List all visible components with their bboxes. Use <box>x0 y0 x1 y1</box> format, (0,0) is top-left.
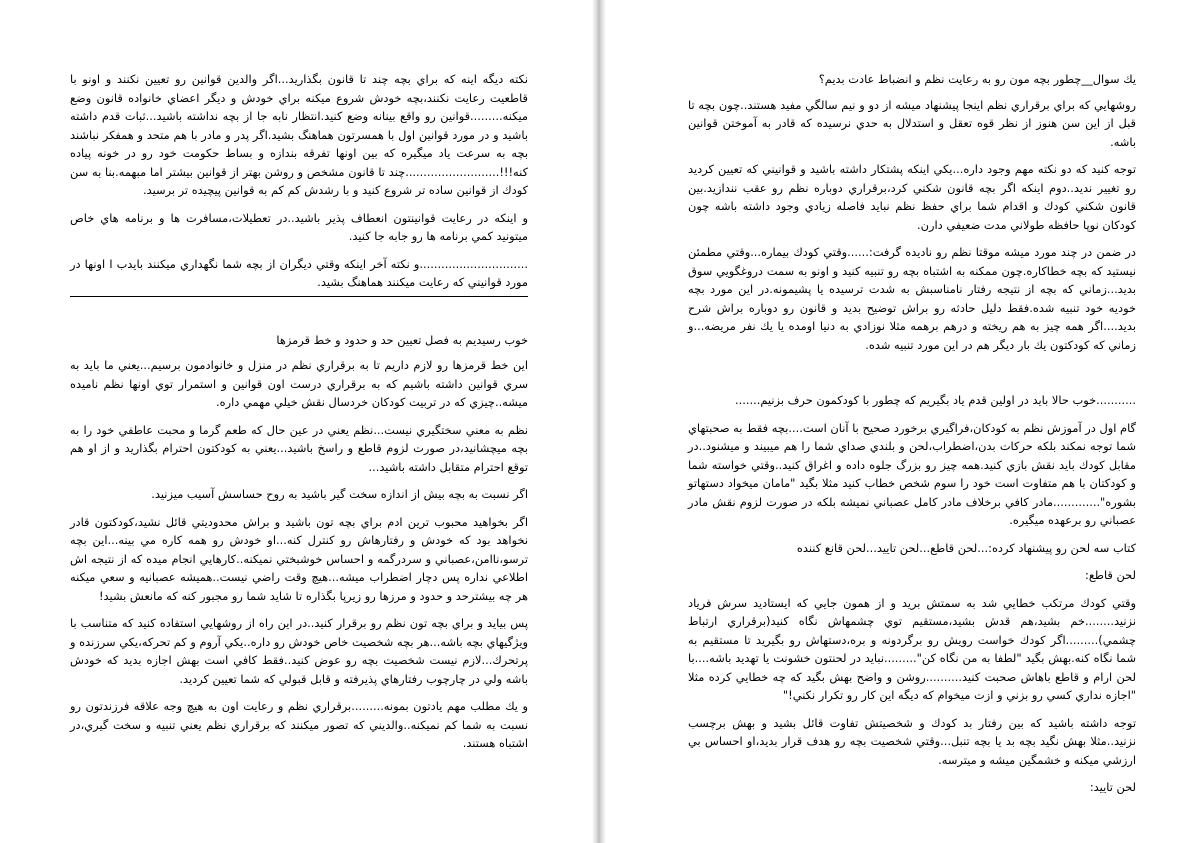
paragraph: توجه داشته باشيد كه بين رفتار بد كودك و شخصيتش تفاوت قائل بشيد و بهش برچسب نزنيد..مثلا بهش نگيد بچه بد يا بچه تنبل...وقتي شخصيت بچه رو هدف قرار بديد،او احساس بي ارزشي ميكنه و خشمگين ميشه و ميترسه. <box>688 715 1136 767</box>
paragraph: نكته ديگه اينه كه براي بچه چند تا قانون بگذاريد...اگر والدين قوانين رو تعيين نكنند و اونو با قاطعيت رعايت نكنند،بچه خودش شروع ميكنه براي خودش و ديگر اعضاي خانواده قانون وضع ميكنه.........قوانين رو واقع بينانه وضع كنيد.انتظار نابه جا از بچه نداشته باشيد...ثبات قدم داشته باشيد و در مورد قوانين اول با همسرتون هماهنگ بشيد.اگر پدر و مادر با هم متحد و همفكر نباشند بچه به سرعت ياد ميگيره كه بين اونها تفرقه بندازه و بساط حكومت خود رو در خونه پياده كنه!!!..........................چند تا قانون مشخص و روشن بهتر از قوانين بيشتر اما مبهمه.بنا به سن كودك از قوانين ساده تر شروع كنيد و با رشدش كم كم به قوانين پيچيده تر برسيد. <box>70 72 528 197</box>
paragraph: و يك مطلب مهم يادتون بمونه.........برقراري نظم و رعايت اون به هيچ وجه علاقه فرزندتون رو نسبت به شما كم نميكنه..والديني كه تصور ميكنند كه برقراري نظم يعني تنبيه و سخت گيري،در اشتباه هستند. <box>70 699 528 750</box>
paragraph: پس بيايد و براي بچه تون نظم رو برقرار كنيد..در اين راه از روشهايي استفاده كنيد كه متناسب با ويژگيهاي بچه باشه...هر بچه شخصيت خاص خودش رو داره..يكي آروم و كم تحركه،يكي سرزنده و پرتحرك...لازم نيست شخصيت بچه رو عوض كنيد..فقط كافي است بهش اجازه بديد كه خودش باشه ولي در چارچوب رفتارهاي پذيرفته و قابل قبولي كه شما تعيين كرديد. <box>70 616 528 686</box>
right-page <box>606 0 1201 843</box>
paragraph: ..............................و نكته آخر اينكه وقتي ديگران از بچه شما نگهداري ميكنند بايدب ا اونها در مورد قوانيني كه رعايت ميكنند هماهنگ بشيد. <box>70 256 528 289</box>
paragraph: كتاب سه لحن رو پيشنهاد كرده:...لحن قاطع...لحن تاييد...لحن قانع كننده <box>796 540 1136 555</box>
paragraph: ...........خوب حالا بايد در اولين قدم ياد بگيريم كه چطور با كودكمون حرف بزنيم....... <box>735 393 1136 407</box>
left-page-text <box>70 70 528 762</box>
paragraph: و اينكه در رعايت قوانينتون انعطاف پذير باشيد..در تعطيلات،مسافرت ها و برنامه هاي خاص ميتونيد كمي برنامه ها رو جابه جا كنيد. <box>70 210 528 243</box>
section-heading: يك سوال__چطور بچه مون رو به رعايت نظم و انضباط عادت بديم؟ <box>818 72 1136 86</box>
paragraph: اين خط قرمزها رو لازم داريم تا به برقراري نظم در منزل و خانوادمون برسيم...يعني ما بايد به سري قوانين داشته باشيم كه به برقراري درست اون قوانين و استمرار توي اونها نظم ناميده ميشه..چيزي كه در تربيت كودكان خردسال نقش خيلي مهمي داره. <box>70 358 528 409</box>
right-page-text <box>688 70 1136 806</box>
paragraph: وقتي كودك مرتكب خطايي شد به سمتش بريد و از همون جايي كه ايستاديد سرش فرياد نزنيد........خم بشيد،هم قدش بشيد،مستقيم توي چشمهاش نگاه كنيد(برقراري ارتباط چشمي).........اگر كودك خواست رويش رو برگردونه و بره،دستهاش رو بگيريد تا مستقيم به شما نگاه كنه.بهش بگيد "لطفا به من نگاه كن".........نبايد در لحنتون خشونت يا تهديد باشه....با لحن ارام و قاطع باهاش صحبت كنيد..........روشن و واضح بهش بگيد كه چه خطايي كرده مثلا "اجازه نداري كسي رو بزني و ازت ميخوام كه ديگه اين كار رو تكرار نكني!" <box>688 595 1136 702</box>
subheading: لحن تاييد: <box>1089 780 1136 794</box>
section-heading: خوب رسيديم به فصل تعيين حد و حدود و خط قرمزها <box>276 332 528 347</box>
paragraph: اگر نسبت به بچه بيش از اندازه سخت گير باشيد به روح حساسش آسيب ميزنيد. <box>151 487 528 501</box>
paragraph: توجه كنيد كه دو نكته مهم وجود داره...يكي اينكه پشتكار داشته باشيد و قوانيني كه تعيين كرديد رو تغيير نديد..دوم اينكه اگر بچه قانون شكني كرد،برقراري دوباره نظم رو عقب نندازيد.بين قانون شكني كودك و اقدام شما براي حفظ نظم نبايد فاصله زيادي وجود داشته باشه چون كودكان نوپا حافظه طولاني مدت ضعيفي دارن. <box>688 162 1136 232</box>
paragraph: گام اول در آموزش نظم به كودكان،فراگيري برخورد صحيح با آنان است....بچه فقط به صحبتهاي شما توجه نمكند بلكه حركات بدن،اضطراب،لحن و بلندي صداي شما را هم ميبيند و ميشنود..در مقابل كودك بايد نقش بازي كنيد.همه چيز رو بزرگ جلوه داده و اغراق كنيد..وقتي خواسته شما و كودكتان با هم متفاوت است خود را سوم شخص خطاب كنيد مثلا بگيد "مامان ميخواد دستهاتو بشوره".............مادر كافي برخلاف مادر كامل عصباني نميشه بلكه در صورت لزوم نقش مادر عصباني رو برعهده ميگيره. <box>688 420 1136 527</box>
subheading: لحن قاطع: <box>1085 568 1136 582</box>
paragraph: نظم به معني سختگيري نيست...نظم يعني در عين حال كه طعم گرما و محبت عاطفي خود را به بچه ميچشانيد،در صورت لزوم قاطع و راسخ باشيد...يعني به كودكتون احترام بگذاريد و از او هم توقع احترام متقابل داشته باشيد... <box>70 422 528 474</box>
page-gutter <box>592 0 606 843</box>
paragraph: اگر بخواهيد محبوب ترين ادم براي بچه تون باشيد و براش محدوديتي قائل نشيد،كودكتون قادر نخواهد بود كه خودش و رفتارهاش رو كنترل كنه...او خودش رو همه كاره مي بينه...اين بچه ترسو،ناامن،عصباني و سردرگمه و احساس خوشبختي نميكنه..كارهايي انجام ميده كه از نتيجه اش اطلاعي نداره پس دچار اضطراب ميشه...هيچ وقت راضي نيست..هميشه عصبانيه و سعي ميكنه هر چه بيشترحد و حدود و مرزها رو زيرپا بگذاره تا شايد شما رو مجبور كنه كه مانعش بشيد! <box>70 514 528 603</box>
paragraph: در ضمن در چند مورد ميشه موقتا نظم رو ناديده گرفت:......وقتي كودك بيماره...وقتي مطمئن نيستيد كه بچه خطاكاره.چون ممكنه به اشتباه بچه رو تنبيه كنيد و اونو به سمت دروغگويي سوق بديد...زماني كه بچه از نتيجه رفتار نامناسبش به شدت ترسيده يا پشيمونه.در اين مورد بچه خوديه خود تنبيه شده.فقط دليل حادثه رو براش توضيح بديد و قانون رو دوباره براش شرح بديد....اگر همه چيز به هم ريخته و درهم برهمه مثلا نوزادي به دنيا اومده يا يك نفر مريضه...و زماني كه كودكتون يك بار ديگر هم در اين مورد تنبيه شده. <box>688 245 1136 352</box>
paragraph: روشهايي كه براي برقراري نظم اينجا پيشنهاد ميشه از دو و نيم سالگي مفيد هستند..چون بچه تا قبل از اين سن هنوز از نظر قوه تعقل و استدلال به حدي نرسيده كه قادر به آموختن قوانين باشه. <box>688 97 1136 149</box>
left-page <box>0 0 592 843</box>
